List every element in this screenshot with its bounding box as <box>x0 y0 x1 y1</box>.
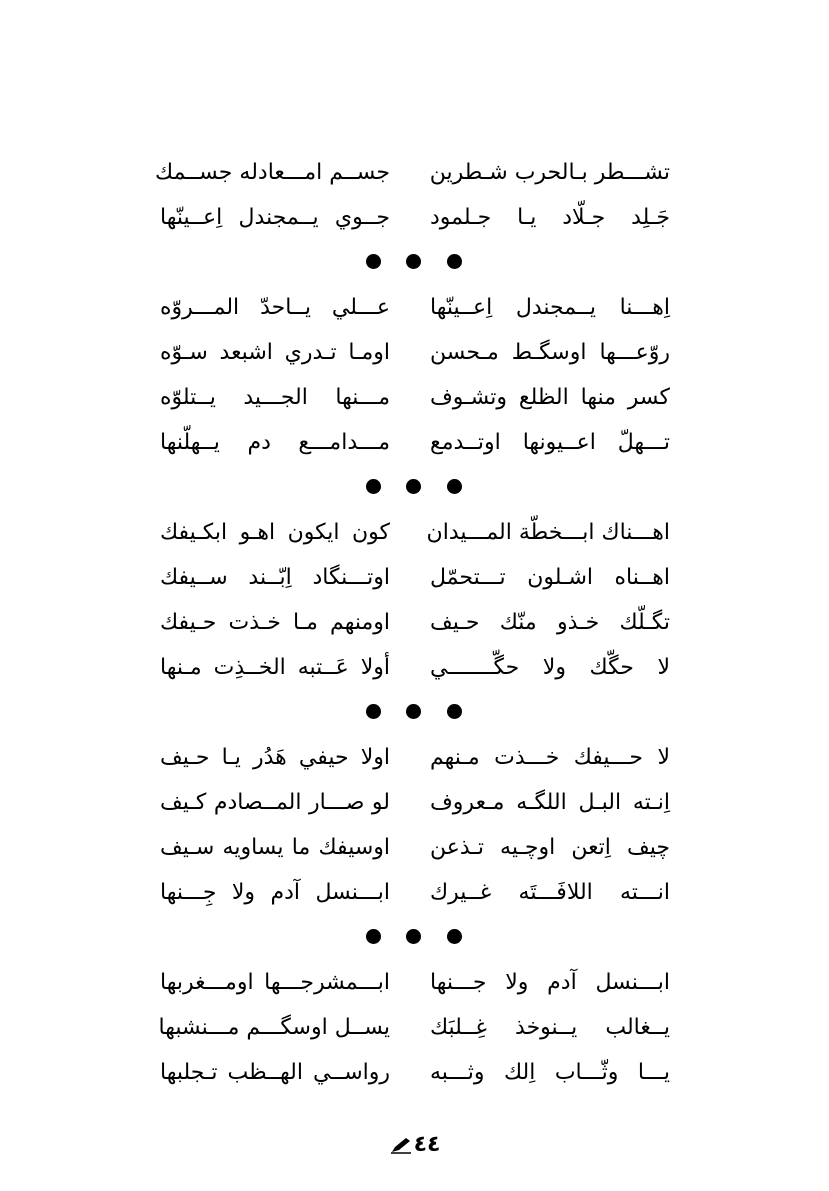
verse-line <box>150 285 680 330</box>
separator-dot <box>406 929 421 944</box>
verse-second-hemistich: لو صـــار المــصادم كـيف <box>160 790 390 815</box>
separator-dot <box>366 254 381 269</box>
verse-first-hemistich: روّعـــها اوسگـط مـحسن <box>430 340 670 365</box>
verse-first-hemistich: انـــته اللافَـــتَه غــيرك <box>430 880 670 905</box>
pen-icon <box>390 1136 412 1154</box>
separator-dot <box>447 479 462 494</box>
separator-dot <box>447 929 462 944</box>
verse-first-hemistich: يــغالب يــنوخذ غِــلبَك <box>430 1015 670 1040</box>
stanza-separator <box>150 690 680 735</box>
verse-first-hemistich: جَـلِد جـلّاد يـا جـلمود <box>430 205 670 230</box>
verse-line <box>150 330 680 375</box>
verse-line <box>150 600 680 645</box>
separator-dot <box>406 704 421 719</box>
verse-line <box>150 735 680 780</box>
separator-dot <box>366 704 381 719</box>
verse-second-hemistich: رواســي الهــظب تـجلبها <box>160 1060 390 1085</box>
verse-second-hemistich: عـــلي يــاحدّ المـــروّه <box>160 295 390 320</box>
separator-dot <box>366 929 381 944</box>
verse-first-hemistich: اهــناه اشـلون تـــتحمّل <box>430 565 670 590</box>
verse-second-hemistich: اولا حيفي هَدُر يـا حـيف <box>160 745 390 770</box>
verse-line <box>150 195 680 240</box>
verse-first-hemistich: اِنـته البـل اللگـه مـعروف <box>430 790 670 815</box>
verse-second-hemistich: اومـا تـدري اشبعد سـوّه <box>160 340 390 365</box>
verse-second-hemistich: أولا عَــتبه الخــذِت مـنها <box>160 655 390 680</box>
verse-second-hemistich: يســل اوسگـــم مـــنشبها <box>158 1015 390 1040</box>
verse-first-hemistich: تشـــطر بـالحرب شـطرين <box>429 160 670 185</box>
separator-dot <box>447 254 462 269</box>
verse-first-hemistich: اِهـــنا يــمجندل اِعــينّها <box>430 295 670 320</box>
verse-line <box>150 870 680 915</box>
stanza-separator <box>150 915 680 960</box>
verse-second-hemistich: جــوي يــمجندل اِعــينّها <box>160 205 390 230</box>
verse-line <box>150 555 680 600</box>
verse-line <box>150 960 680 1005</box>
verse-first-hemistich: تـــهلّ اعــيونها اوتــدمع <box>430 430 670 455</box>
verse-first-hemistich: ابـــنسل آدم ولا جـــنها <box>430 970 670 995</box>
verse-first-hemistich: لا حـــيفك خـــذت مـنهم <box>430 745 670 770</box>
verse-second-hemistich: اوسيفك ما يساويه سـيف <box>160 835 390 860</box>
separator-dot <box>366 479 381 494</box>
verse-second-hemistich: جســم امـــعادله جســمك <box>155 160 390 185</box>
verse-line <box>150 375 680 420</box>
verse-second-hemistich: ابـــنسل آدم ولا جِـــنها <box>160 880 390 905</box>
separator-dot <box>406 479 421 494</box>
separator-dot <box>406 254 421 269</box>
poem <box>150 150 680 1095</box>
verse-first-hemistich: لا حگّك ولا حگّـــــــي <box>430 655 670 680</box>
verse-first-hemistich: تگـلّك خـذو منّك حـيف <box>430 610 670 635</box>
verse-line <box>150 780 680 825</box>
verse-second-hemistich: ابـــمشرجـــها اومـــغربها <box>160 970 390 995</box>
verse-second-hemistich: اوتـــنگاد اِبّــند ســيفك <box>160 565 390 590</box>
verse-line <box>150 420 680 465</box>
stanza-separator <box>150 465 680 510</box>
verse-line <box>150 1005 680 1050</box>
verse-first-hemistich: چيف اِتعن اوچـيه تـذعن <box>430 835 670 860</box>
verse-second-hemistich: كون ايكون اهـو ابكـيفك <box>160 520 390 545</box>
verse-second-hemistich: اومنهم مـا خـذت حـيفك <box>160 610 390 635</box>
separator-dot <box>447 704 462 719</box>
verse-line <box>150 150 680 195</box>
verse-second-hemistich: مـــنها الجـــيد يــتلوّه <box>160 385 390 410</box>
verse-line <box>150 645 680 690</box>
stanza-separator <box>150 240 680 285</box>
verse-second-hemistich: مـــدامـــع دم يــهلّنها <box>160 430 390 455</box>
verse-line <box>150 825 680 870</box>
verse-first-hemistich: كسر منها الظلع وتشـوف <box>430 385 670 410</box>
verse-line <box>150 1050 680 1095</box>
page-number-text: ٤٤ <box>413 1132 441 1157</box>
verse-first-hemistich: اهـــناك ابـــخطّة المـــيدان <box>426 520 670 545</box>
page-number <box>380 1130 450 1160</box>
verse-line <box>150 510 680 555</box>
verse-first-hemistich: يـــا وثّـــاب اِلك وثـــبه <box>430 1060 670 1085</box>
